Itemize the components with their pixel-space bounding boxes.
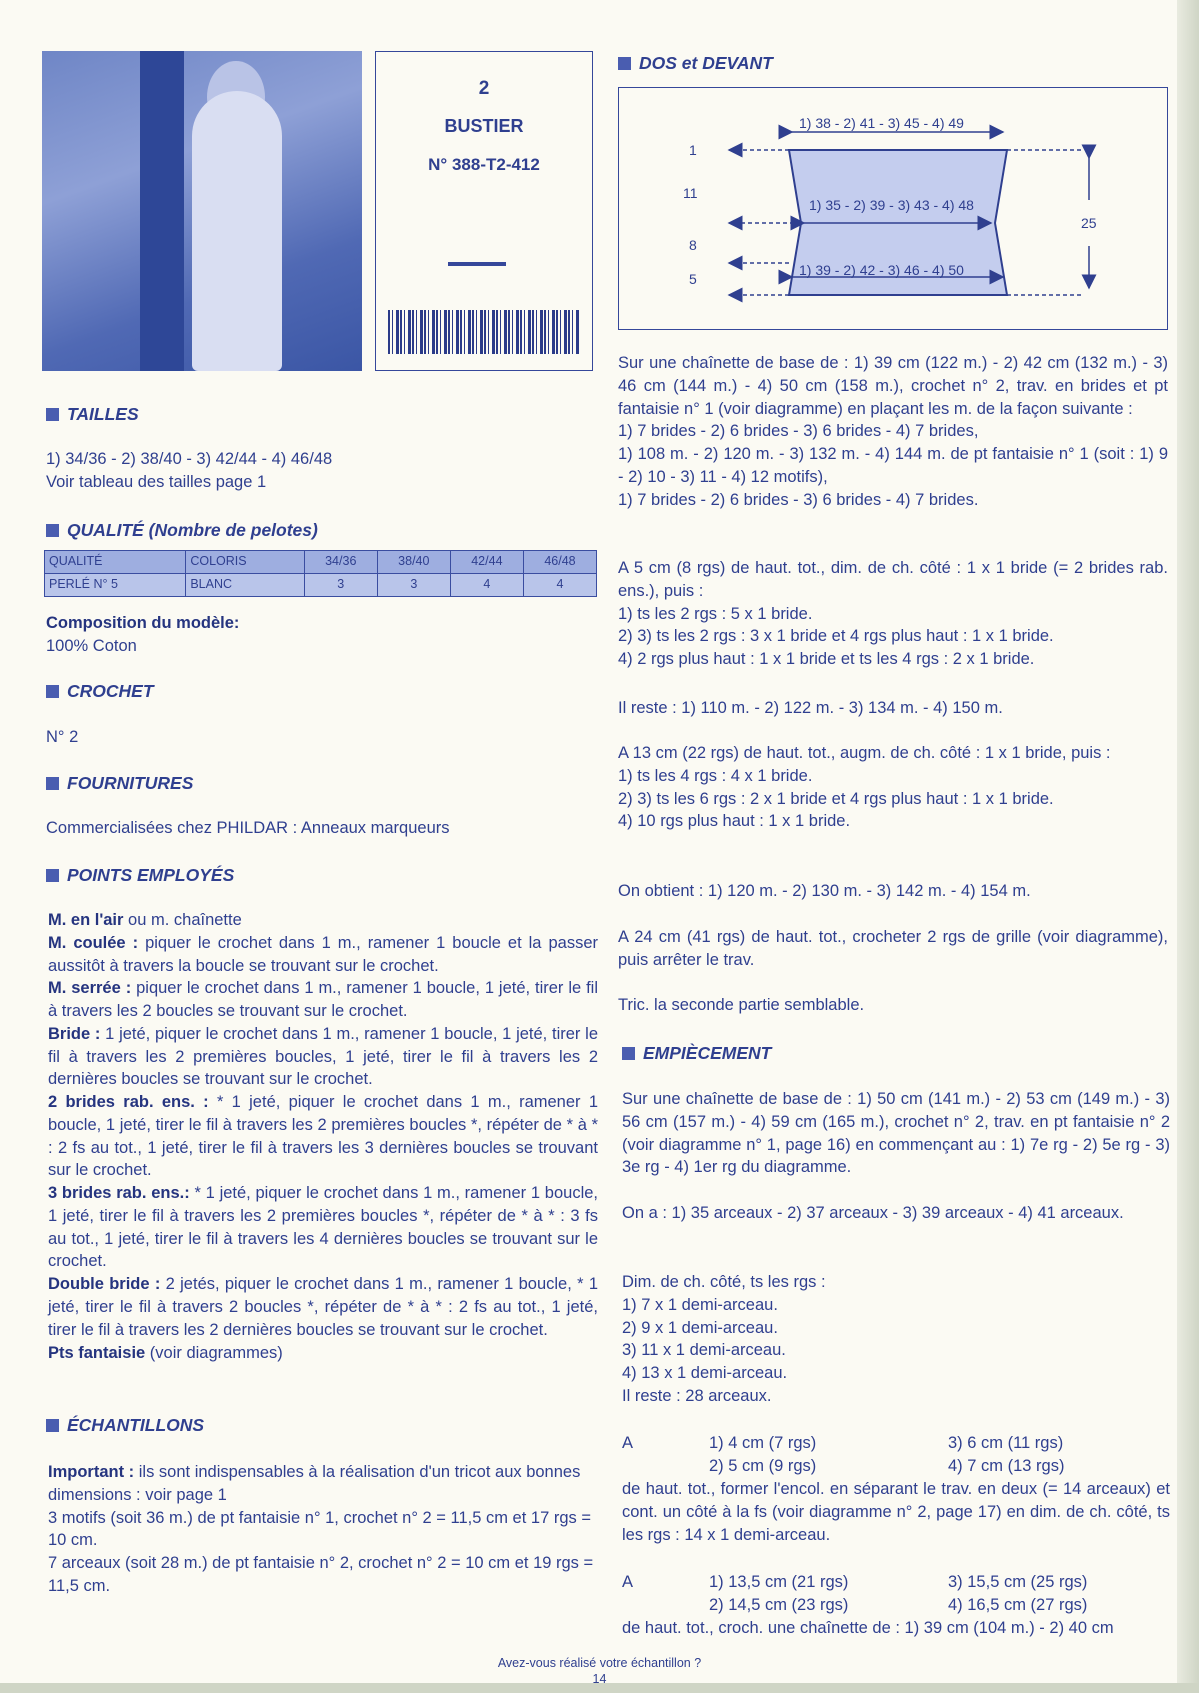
a2-block xyxy=(622,1571,1170,1640)
ech-1: 3 motifs (soit 36 m.) de pt fantaisie n° 1, crochet n° 2 = 11,5 cm et 17 rgs = 10 cm. xyxy=(48,1508,591,1550)
emp-ona: On a : 1) 35 arceaux - 2) 37 arceaux - 3) 39 arceaux - 4) 41 arceaux. xyxy=(622,1204,1124,1222)
paragraph: 1) 7 x 1 demi-arceau. xyxy=(622,1295,778,1314)
bullet-square-icon xyxy=(622,1047,635,1060)
table-cell: 4 xyxy=(523,574,596,597)
bullet-square-icon xyxy=(46,524,59,537)
important-text: ils sont indispensables à la réalisation d'un tricot aux bonnes dimensions : voir page 1 xyxy=(48,1463,581,1504)
table-header: 46/48 xyxy=(523,551,596,574)
composition xyxy=(46,612,596,658)
table-header: 42/44 xyxy=(450,551,523,574)
dos-text xyxy=(618,352,1168,511)
a1-c2: 2) 5 cm (9 rgs) xyxy=(709,1457,817,1475)
paragraph: 1) 108 m. - 2) 120 m. - 3) 132 m. - 4) 144 m. de pt fantaisie n° 1 (soit : 1) 9 - 2) 10 - 3) 11 - 4) 12 motifs), xyxy=(618,445,1168,486)
mid-width-label: 1) 35 - 2) 39 - 3) 43 - 4) 48 xyxy=(809,197,974,213)
page-edge xyxy=(1177,0,1199,1693)
empiecement-heading: EMPIÈCEMENT xyxy=(622,1041,771,1065)
photo-tree xyxy=(140,51,184,371)
grille-text: A 24 cm (41 rgs) de haut. tot., crocheter 2 rgs de grille (voir diagramme), puis arrêter le trav. xyxy=(618,928,1168,969)
paragraph: 4) 2 rgs plus haut : 1 x 1 bride et ts les 4 rgs : 2 x 1 bride. xyxy=(618,650,1035,669)
points-heading: POINTS EMPLOYÉS xyxy=(46,863,234,887)
list-item: M. coulée : piquer le crochet dans 1 m., ramener 1 boucle et la passer aussitôt à travers la boucle se trouvant sur le crochet. xyxy=(48,933,599,975)
a1-c3: 3) 6 cm (11 rgs) xyxy=(948,1434,1064,1452)
dash-mark xyxy=(448,262,506,266)
reste-text: Il reste : 1) 110 m. - 2) 122 m. - 3) 134 m. - 4) 150 m. xyxy=(618,699,1003,717)
a2-label: A xyxy=(622,1573,634,1591)
bullet-square-icon xyxy=(46,685,59,698)
left-mark: 5 xyxy=(689,271,697,287)
paragraph: A 5 cm (8 rgs) de haut. tot., dim. de ch. côté : 1 x 1 bride (= 2 brides rab. ens.), puis : xyxy=(618,559,1168,600)
paragraph: 1) ts les 2 rgs : 5 x 1 bride. xyxy=(618,604,813,623)
paragraph: 3) 11 x 1 demi-arceau. xyxy=(622,1341,786,1360)
emp-base: Sur une chaînette de base de : 1) 50 cm (141 m.) - 2) 53 cm (149 m.) - 3) 56 cm (157 m.) - 4) 59 cm (165 m.), crochet n° 2, trav. en pt fantaisie n° 2 (voir diagramme n° 1, page 16) en commençant au : 1) 7e rg - 2) 5e rg - 3) 3e rg - 4) 1er rg du diagramme. xyxy=(622,1090,1170,1177)
schematic-svg xyxy=(619,88,1167,329)
paragraph: 4) 13 x 1 demi-arceau. xyxy=(622,1364,788,1383)
fournitures-heading: FOURNITURES xyxy=(46,771,193,795)
quality-table xyxy=(44,550,597,597)
paragraph: Il reste : 28 arceaux. xyxy=(622,1386,772,1405)
paragraph: 2) 3) ts les 2 rgs : 3 x 1 bride et 4 rgs plus haut : 1 x 1 bride. xyxy=(618,627,1054,646)
page-number: 14 xyxy=(592,1672,607,1686)
crochet-value: N° 2 xyxy=(46,728,79,746)
table-cell: 4 xyxy=(450,574,523,597)
echantillons-text xyxy=(48,1461,598,1598)
a1-c1: 1) 4 cm (7 rgs) xyxy=(709,1434,817,1452)
list-item: M. serrée : piquer le crochet dans 1 m., ramener 1 boucle, 1 jeté, tirer le fil à travers les 2 boucles se trouvant sur le crochet. xyxy=(48,979,598,1021)
paragraph: Sur une chaînette de base de : 1) 39 cm (122 m.) - 2) 42 cm (132 m.) - 3) 46 cm (144 m.) - 4) 50 cm (158 m.), crochet n° 2, trav. en brides et pt fantaisie n° 1 (voir diagramme) en plaçant les m. de la façon suivante : xyxy=(618,354,1168,418)
table-header: 38/40 xyxy=(377,551,450,574)
model-number: 2 xyxy=(478,78,490,99)
model-name: BUSTIER xyxy=(444,116,524,137)
list-item: 3 brides rab. ens.: * 1 jeté, piquer le crochet dans 1 m., ramener 1 boucle, 1 jeté, tirer le fil à travers les 2 premières boucles *, répéter de * à * : 3 fs au tot., 1 jeté, tirer le fil à travers les 4 dernières boucles se trouvant sur le crochet. xyxy=(48,1184,598,1271)
paragraph: 2) 9 x 1 demi-arceau. xyxy=(622,1318,778,1337)
footer-note: Avez-vous réalisé votre échantillon ? xyxy=(497,1656,702,1670)
ech-2: 7 arceaux (soit 28 m.) de pt fantaisie n° 2, crochet n° 2 = 10 cm et 19 rgs = 11,5 cm. xyxy=(48,1554,594,1595)
tailles-text xyxy=(46,448,596,494)
dim-text xyxy=(618,557,1168,671)
left-mark: 1 xyxy=(689,142,697,158)
a1-c4: 4) 7 cm (13 rgs) xyxy=(948,1457,1065,1475)
paragraph: 4) 10 rgs plus haut : 1 x 1 bride. xyxy=(618,812,851,831)
paragraph: 1) 7 brides - 2) 6 brides - 3) 6 brides - 4) 7 brides. xyxy=(618,490,979,509)
a2-c2: 2) 14,5 cm (23 rgs) xyxy=(709,1596,849,1614)
paragraph: Dim. de ch. côté, ts les rgs : xyxy=(622,1273,826,1291)
table-cell: 3 xyxy=(377,574,450,597)
points-list xyxy=(48,909,598,1364)
left-mark: 11 xyxy=(683,185,698,201)
paragraph: 1) 7 brides - 2) 6 brides - 3) 6 brides - 4) 7 brides, xyxy=(618,422,979,441)
list-item: 2 brides rab. ens. : * 1 jeté, piquer le crochet dans 1 m., ramener 1 boucle, 1 jeté, tirer le fil à travers les 2 premières boucles *, répéter de * à * : 2 fs au tot., 1 jeté, tirer le fil à travers les 3 dernières boucles se trouvant sur le crochet. xyxy=(48,1093,598,1180)
barcode xyxy=(388,310,580,354)
paragraph: A 13 cm (22 rgs) de haut. tot., augm. de ch. côté : 1 x 1 bride, puis : xyxy=(618,744,1111,762)
a1-text: de haut. tot., former l'encol. en séparant le trav. en deux (= 14 arceaux) et cont. un côté à la fs (voir diagramme n° 2, page 17) en dim. de ch. côté, ts les rgs : 14 x 1 demi-arceau. xyxy=(622,1480,1170,1544)
bullet-square-icon xyxy=(46,869,59,882)
table-cell: 3 xyxy=(304,574,377,597)
a2-c3: 3) 15,5 cm (25 rgs) xyxy=(948,1573,1088,1591)
a2-c4: 4) 16,5 cm (27 rgs) xyxy=(948,1596,1088,1614)
list-item: Double bride : 2 jetés, piquer le crochet dans 1 m., ramener 1 boucle, * 1 jeté, tirer le fil à travers 2 boucles *, répéter de * à * : 2 fs au tot., 1 jeté, tirer le fil à travers les 2 dernières boucles se trouvant sur le crochet. xyxy=(48,1275,598,1339)
composition-value: 100% Coton xyxy=(46,636,137,655)
top-width-label: 1) 38 - 2) 41 - 3) 45 - 4) 49 xyxy=(799,115,964,131)
table-cell: BLANC xyxy=(186,574,304,597)
a1-label: A xyxy=(622,1434,634,1452)
table-header: COLORIS xyxy=(186,551,304,574)
composition-label: Composition du modèle: xyxy=(46,614,240,632)
paragraph: 1) ts les 4 rgs : 4 x 1 bride. xyxy=(618,766,813,785)
a2-c1: 1) 13,5 cm (21 rgs) xyxy=(709,1573,849,1591)
table-header-row xyxy=(45,551,597,574)
tailles-sizes: 1) 34/36 - 2) 38/40 - 3) 42/44 - 4) 46/48 xyxy=(46,450,333,468)
dos-diagram xyxy=(618,87,1168,330)
paragraph: 2) 3) ts les 6 rgs : 2 x 1 bride et 4 rgs plus haut : 1 x 1 bride. xyxy=(618,789,1054,808)
bullet-square-icon xyxy=(46,1419,59,1432)
tailles-heading: TAILLES xyxy=(46,402,139,426)
echantillons-heading: ÉCHANTILLONS xyxy=(46,1413,204,1437)
a2-text: de haut. tot., croch. une chaînette de : 1) 39 cm (104 m.) - 2) 40 cm xyxy=(622,1619,1114,1637)
photo-figure xyxy=(192,91,282,371)
left-mark: 8 xyxy=(689,237,697,253)
height-label: 25 xyxy=(1081,215,1097,231)
aug-text xyxy=(618,742,1168,833)
a1-block xyxy=(622,1432,1170,1546)
fournitures-value: Commercialisées chez PHILDAR : Anneaux marqueurs xyxy=(46,819,450,837)
bullet-square-icon xyxy=(618,57,631,70)
emp-dim xyxy=(622,1271,1170,1408)
table-header: 34/36 xyxy=(304,551,377,574)
model-id-box xyxy=(375,51,593,371)
important-label: Important : xyxy=(48,1463,135,1481)
model-ref: N° 388-T2-412 xyxy=(428,155,540,175)
bullet-square-icon xyxy=(46,408,59,421)
crochet-heading: CROCHET xyxy=(46,679,154,703)
seconde-text: Tric. la seconde partie semblable. xyxy=(618,996,865,1014)
list-item: M. en l'air ou m. chaînette xyxy=(48,911,242,929)
table-header: QUALITÉ xyxy=(45,551,186,574)
bullet-square-icon xyxy=(46,777,59,790)
table-row xyxy=(45,574,597,597)
dos-heading: DOS et DEVANT xyxy=(618,51,773,75)
obtient-text: On obtient : 1) 120 m. - 2) 130 m. - 3) 142 m. - 4) 154 m. xyxy=(618,882,1031,900)
bottom-width-label: 1) 39 - 2) 42 - 3) 46 - 4) 50 xyxy=(799,262,964,278)
table-cell: PERLÉ N° 5 xyxy=(45,574,186,597)
list-item: Bride : 1 jeté, piquer le crochet dans 1 m., ramener 1 boucle, 1 jeté, tirer le fil à travers les 2 premières boucles, 1 jeté, tirer le fil à travers les 2 dernières boucles se trouvant sur le crochet. xyxy=(48,1024,598,1089)
list-item: Pts fantaisie (voir diagrammes) xyxy=(48,1343,283,1362)
qualite-heading: QUALITÉ (Nombre de pelotes) xyxy=(46,518,318,542)
model-photo xyxy=(42,51,362,371)
tailles-note: Voir tableau des tailles page 1 xyxy=(46,472,267,491)
